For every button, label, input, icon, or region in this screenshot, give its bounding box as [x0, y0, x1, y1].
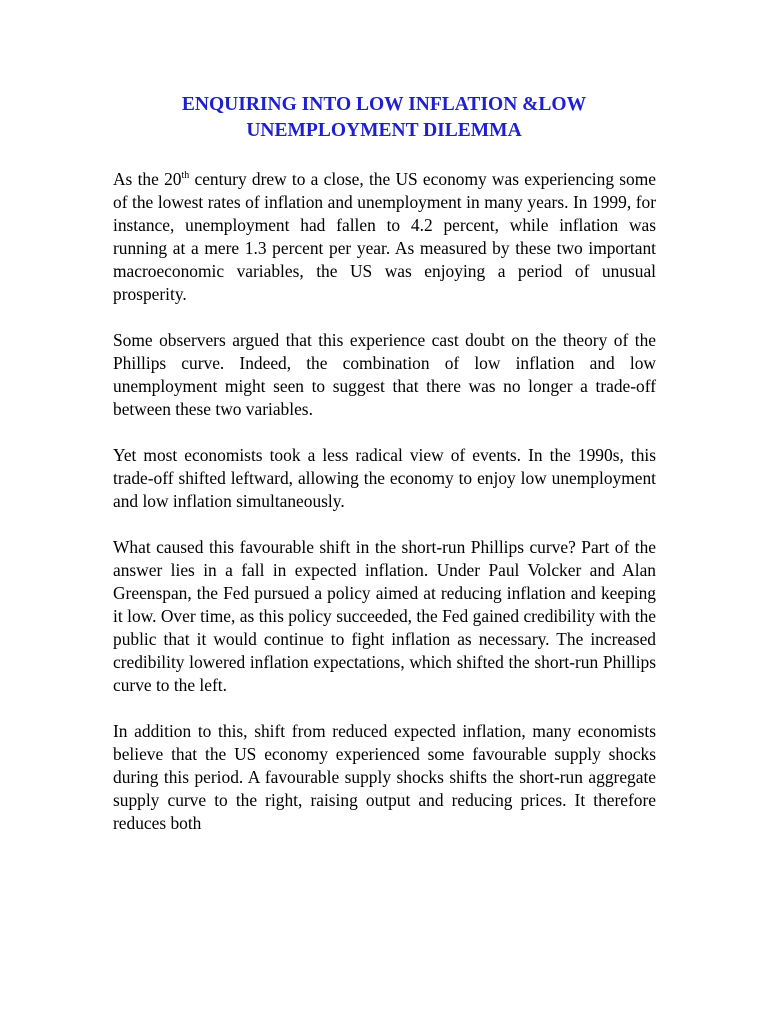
paragraph-1 [113, 168, 656, 306]
document-body [113, 168, 656, 858]
paragraph-1-rest: century drew to a close, the US economy was experiencing some of the lowest rates of inflation and unemployment in many years. In 1999, for instance, unemployment had fallen to 4.2 percent, while inflation was running at a mere 1.3 percent per year. As measured by these two important macroeconomic variables, the US was enjoying a period of unusual prosperity. [113, 169, 656, 304]
paragraph-1-start: As the 20 [113, 169, 182, 189]
title-line-2: UNEMPLOYMENT DILEMMA [246, 120, 522, 141]
paragraph-5: In addition to this, shift from reduced expected inflation, many economists believe that the US economy experienced some favourable supply shocks during this period. A favourable supply shocks shifts the short-run aggregate supply curve to the right, raising output and reducing prices. It therefore reduces both [113, 721, 656, 833]
title-line-1: ENQUIRING INTO LOW INFLATION &LOW [181, 94, 587, 115]
paragraph-4: What caused this favourable shift in the short-run Phillips curve? Part of the answer lies in a fall in expected inflation. Under Paul Volcker and Alan Greenspan, the Fed pursued a policy aimed at reducing inflation and keeping it low. Over time, as this policy succeeded, the Fed gained credibility with the public that it would continue to fight inflation as necessary. The increased credibility lowered inflation expectations, which shifted the short-run Phillips curve to the left. [113, 537, 656, 695]
paragraph-2: Some observers argued that this experience cast doubt on the theory of the Phillips curve. Indeed, the combination of low inflation and low unemployment might seen to suggest that there was no longer a trade-off between these two variables. [113, 330, 656, 419]
document-title [100, 92, 668, 144]
paragraph-3: Yet most economists took a less radical view of events. In the 1990s, this trade-off shifted leftward, allowing the economy to enjoy low unemployment and low inflation simultaneously. [113, 445, 656, 511]
ordinal-superscript: th [181, 170, 190, 181]
